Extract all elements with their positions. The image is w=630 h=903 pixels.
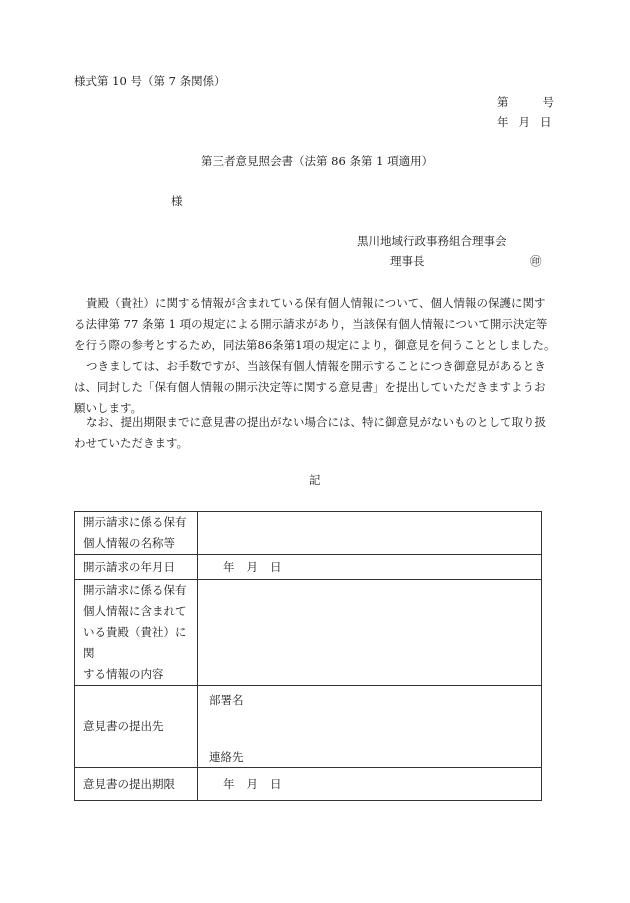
doc-number-suffix: 号 xyxy=(542,95,554,109)
document-number xyxy=(497,97,554,109)
row-value-disclosure-info-name xyxy=(198,512,542,555)
table-row xyxy=(75,686,542,768)
row-label-submission-destination: 意見書の提出先 xyxy=(75,686,198,768)
row-value-request-date: 年 月 日 xyxy=(198,555,542,580)
table-row xyxy=(75,555,542,580)
row-value-submission-deadline: 年 月 日 xyxy=(198,768,542,801)
issue-date-month: 月 xyxy=(518,115,530,129)
form-number: 様式第 10 号（第 7 条関係） xyxy=(74,74,226,88)
ki-heading: 記 xyxy=(309,473,321,487)
table-row xyxy=(75,580,542,686)
issue-date-day: 日 xyxy=(540,115,552,129)
seal-mark: ㊞ xyxy=(530,254,542,268)
department-label: 部署名 xyxy=(209,693,244,707)
sender-organization: 黒川地域行政事務組合理事会 xyxy=(357,234,507,248)
row-label-submission-deadline: 意見書の提出期限 xyxy=(75,768,198,801)
row-label-disclosure-info-name: 開示請求に係る保有 個人情報の名称等 xyxy=(75,512,198,555)
body-paragraph-2: つきましては、お手数ですが、当該保有個人情報を開示することにつき御意見があるとき は、同封した「保有個人情報の開示決定等に関する意見書」を提出していただきますようお 願いします。 xyxy=(74,359,546,415)
sender-position: 理事長 xyxy=(390,254,425,268)
row-label-info-contents: 開示請求に係る保有 個人情報に含まれて いる貴殿（貴社）に関 する情報の内容 xyxy=(75,580,198,686)
row-label-request-date: 開示請求の年月日 xyxy=(75,555,198,580)
table-row xyxy=(75,512,542,555)
info-table xyxy=(74,511,542,801)
addressee-suffix: 様 xyxy=(171,194,183,208)
row-value-submission-destination xyxy=(198,686,542,768)
body-paragraph-1: 貴殿（貴社）に関する情報が含まれている保有個人情報について、個人情報の保護に関す る法律第 77 条第 1 項の規定による開示請求があり，当該保有個人情報について開示決定等 を行う際の参考とするため，同法第86条第1項の規定により，御意見を伺うこととしました。 xyxy=(74,296,556,352)
doc-number-prefix: 第 xyxy=(497,95,509,109)
contact-label: 連絡先 xyxy=(209,750,244,764)
issue-date-year: 年 xyxy=(497,115,509,129)
issue-date xyxy=(497,117,552,129)
document-title: 第三者意見照会書（法第 86 条第 1 項適用） xyxy=(201,154,434,168)
row-value-info-contents xyxy=(198,580,542,686)
body-paragraph-3: なお、提出期限までに意見書の提出がない場合には、特に御意見がないものとして取り扱 わせていただきます。 xyxy=(74,415,546,450)
table-row xyxy=(75,768,542,801)
